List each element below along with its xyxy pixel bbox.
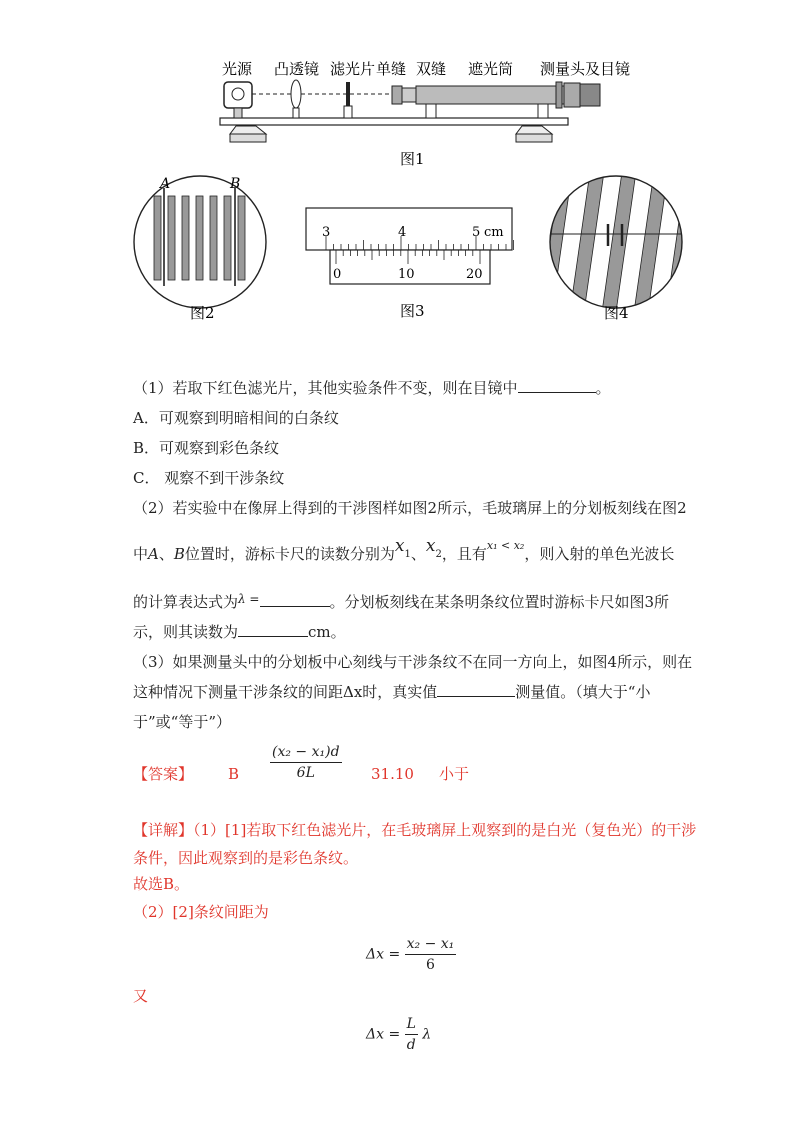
main-scale bbox=[306, 208, 512, 250]
q1-stem bbox=[133, 378, 611, 398]
vernier-label-10: 10 bbox=[398, 267, 415, 282]
label-tube: 遮光筒 bbox=[468, 60, 514, 78]
q2-text-a: 中 bbox=[133, 545, 149, 563]
filter-icon bbox=[344, 82, 352, 118]
q1-stem-end: 。 bbox=[595, 379, 611, 397]
main-scale-label-4: 4 bbox=[398, 225, 407, 240]
q2-text-f: 。分划板刻线在某条明条纹位置时游标卡尺如图3所 bbox=[329, 593, 670, 611]
q2-lambda: λ = bbox=[238, 592, 260, 606]
explain-line1-text: （1）[1]若取下红色滤光片，在毛玻璃屏上观察到的是白光（复色光）的干涉 bbox=[193, 821, 697, 839]
equation-1 bbox=[366, 934, 456, 975]
equation-2 bbox=[366, 1014, 431, 1055]
q2-label-b: B bbox=[173, 545, 185, 563]
light-source-icon bbox=[224, 82, 252, 118]
bright-fringes bbox=[154, 196, 245, 280]
eq1-lhs: Δx = bbox=[366, 946, 401, 963]
q1-option-b: B．可观察到彩色条纹 bbox=[133, 439, 280, 457]
optical-rail bbox=[220, 118, 568, 125]
q2-sep: 、 bbox=[158, 545, 174, 563]
q2-x2-sub: 2 bbox=[435, 549, 442, 560]
q3-blank bbox=[437, 682, 515, 697]
vernier-label-0: 0 bbox=[333, 267, 342, 282]
answer-2-fraction bbox=[270, 742, 342, 783]
unit-label: cm bbox=[484, 225, 504, 240]
q2-text-g: 示，则其读数为 bbox=[133, 623, 239, 641]
figure-4-tilted-fringes bbox=[546, 172, 686, 322]
figure-1-apparatus bbox=[200, 52, 650, 174]
light-shield-tube-icon bbox=[392, 82, 600, 118]
explain-line1 bbox=[133, 820, 696, 840]
q2-condition: x₁ < x₂ bbox=[486, 539, 525, 552]
q1-option-c: C． 观察不到干涉条纹 bbox=[133, 469, 285, 487]
answer-2-denominator: 6L bbox=[296, 765, 315, 781]
eq2-lambda: λ bbox=[422, 1026, 432, 1043]
q2-line2 bbox=[133, 536, 675, 571]
q2-label-a: A bbox=[148, 545, 159, 563]
q3-line1: （3）如果测量头中的分划板中心刻线与干涉条纹不在同一方向上，如图4所示，则在 bbox=[133, 653, 693, 671]
label-eyepiece: 测量头及目镜 bbox=[540, 60, 631, 78]
figure-3-vernier-caliper bbox=[300, 206, 520, 324]
q3-line2 bbox=[133, 682, 650, 702]
q2-x2: x bbox=[425, 536, 436, 556]
q2-text-e: 的计算表达式为 bbox=[133, 593, 239, 611]
q2-text-c: ，且有 bbox=[441, 545, 487, 563]
q2-blank-reading bbox=[238, 622, 308, 637]
explain-line3: 故选B。 bbox=[133, 875, 190, 893]
q2-text-h: cm。 bbox=[308, 623, 346, 641]
answer-2-numerator: (x₂ − x₁)d bbox=[270, 742, 342, 763]
figure-2-fringes bbox=[132, 172, 272, 322]
q2-x1: x bbox=[394, 536, 405, 556]
q3-line3: 于”或“等于”） bbox=[133, 713, 232, 731]
q3-text-a: 这种情况下测量干涉条纹的间距Δx时，真实值 bbox=[133, 683, 438, 701]
answer-2-frac bbox=[270, 742, 342, 783]
main-scale-label-5: 5 bbox=[472, 225, 481, 240]
figure-4-caption: 图4 bbox=[604, 304, 629, 322]
explain-line4: （2）[2]条纹间距为 bbox=[133, 903, 269, 921]
explain-line2: 条件，因此观察到的是彩色条纹。 bbox=[133, 849, 359, 867]
q3-text-b: 测量值。（填大于“小 bbox=[515, 683, 651, 701]
eq2-denominator: d bbox=[406, 1037, 416, 1053]
figure-1-caption: 图1 bbox=[400, 150, 425, 168]
eq2-numerator: L bbox=[405, 1014, 418, 1035]
q2-text-d: ，则入射的单色光波长 bbox=[524, 545, 675, 563]
answer-3: 31.10 bbox=[371, 765, 414, 783]
label-filter: 滤光片 bbox=[330, 60, 376, 78]
eq1-frac bbox=[405, 934, 457, 975]
eq1-numerator: x₂ − x₁ bbox=[405, 934, 457, 955]
q2-line3 bbox=[133, 592, 669, 613]
vernier-label-20: 20 bbox=[466, 267, 483, 282]
q1-blank bbox=[518, 378, 596, 393]
tilted-fringes bbox=[546, 172, 686, 312]
explain-label: 【详解】 bbox=[133, 821, 194, 839]
main-scale-label-3: 3 bbox=[322, 225, 331, 240]
q2-x1-sub: 1 bbox=[404, 549, 411, 560]
answer-1: B bbox=[228, 765, 240, 783]
explain-you: 又 bbox=[133, 987, 149, 1005]
answer-4: 小于 bbox=[439, 765, 470, 783]
label-light-source: 光源 bbox=[222, 60, 253, 78]
eq2-frac bbox=[405, 1014, 418, 1055]
figure-2-caption: 图2 bbox=[190, 304, 215, 322]
answer-label: 【答案】 bbox=[133, 765, 194, 783]
rail-foot-right bbox=[516, 126, 552, 134]
figure-3-caption: 图3 bbox=[400, 302, 425, 320]
q1-stem-text: （1）若取下红色滤光片，其他实验条件不变，则在目镜中 bbox=[133, 379, 518, 397]
q2-line1: （2）若实验中在像屏上得到的干涉图样如图2所示，毛玻璃屏上的分划板刻线在图2 bbox=[133, 499, 687, 517]
q1-option-a: A．可观察到明暗相间的白条纹 bbox=[133, 409, 339, 427]
q2-text-b: 位置时，游标卡尺的读数分别为 bbox=[184, 545, 395, 563]
label-a: A bbox=[160, 176, 171, 192]
label-b: B bbox=[230, 176, 241, 192]
eq1-denominator: 6 bbox=[426, 957, 435, 973]
label-single-slit: 单缝 bbox=[376, 60, 407, 78]
q2-line4 bbox=[133, 622, 346, 642]
q2-comma: 、 bbox=[410, 545, 426, 563]
label-convex-lens: 凸透镜 bbox=[274, 60, 320, 78]
q2-blank-lambda bbox=[260, 592, 330, 607]
eq2-lhs: Δx = bbox=[366, 1026, 401, 1043]
label-double-slit: 双缝 bbox=[416, 60, 447, 78]
convex-lens-icon bbox=[291, 80, 301, 118]
rail-foot-left bbox=[230, 126, 266, 134]
